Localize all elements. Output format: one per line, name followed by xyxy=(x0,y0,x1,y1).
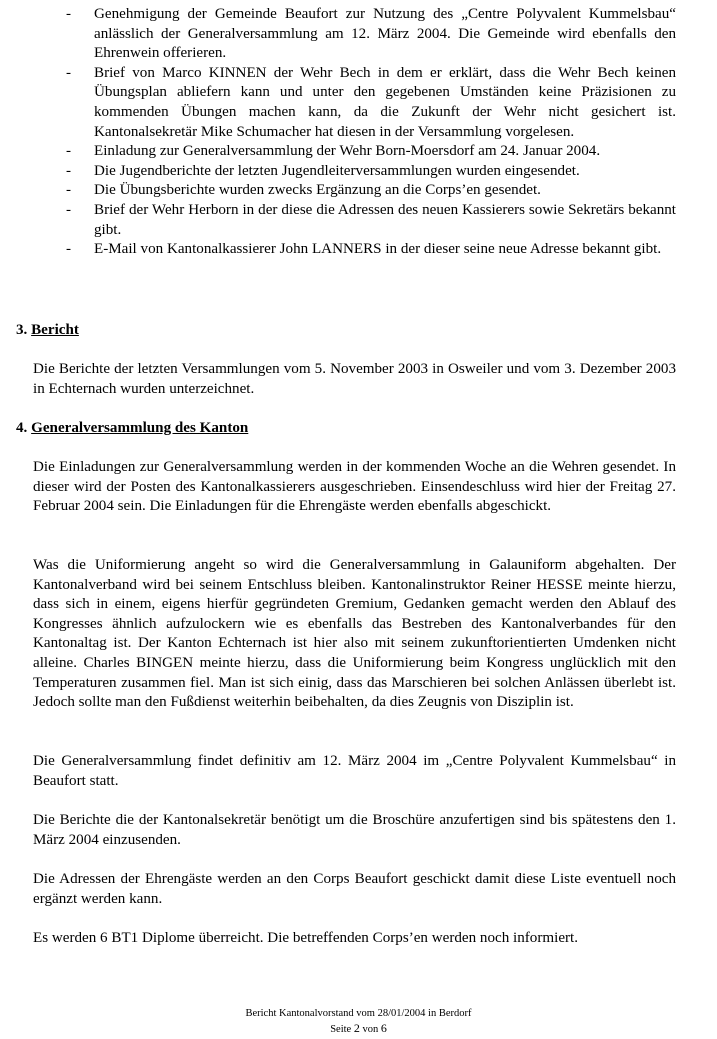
section-title: Generalversammlung des Kanton xyxy=(31,420,249,436)
list-item-text: E-Mail von Kantonalkassierer John LANNERS in der dieser seine neue Adresse bekannt gibt. xyxy=(94,241,662,258)
page-total: 6 xyxy=(380,1021,387,1035)
list-item xyxy=(66,181,676,201)
paragraph: Es werden 6 BT1 Diplome überreicht. Die betreffenden Corps’en werden noch informiert. xyxy=(33,930,579,946)
list-dash: - xyxy=(66,182,72,199)
paragraph: Die Einladungen zur Generalversammlung werden in der kommenden Woche an die Wehren gesendet. In dieser wird der Posten des Kantonalkassierers ausgeschrieben. Einsendeschluss wird hier der Freitag 27. Februar 2004 sein. Die Einladungen für die Ehrengäste werden ebenfalls abgeschickt. xyxy=(33,459,676,515)
list-item-text: Brief der Wehr Herborn in der diese die Adressen des neuen Kassierers sowie Sekretärs bekannt gibt. xyxy=(94,201,676,238)
list-item xyxy=(66,201,676,240)
list-item-text: Die Übungsberichte wurden zwecks Ergänzung an die Corps’en gesendet. xyxy=(94,182,541,199)
list-dash: - xyxy=(66,241,72,258)
list-item xyxy=(66,240,676,260)
page-current: 2 xyxy=(353,1021,360,1035)
list-item xyxy=(66,162,676,182)
list-item-text: Genehmigung der Gemeinde Beaufort zur Nutzung des „Centre Polyvalent Kummelsbau“ anlässlich der Generalversammlung am 12. März 2004. Die Gemeinde wird ebenfalls den Ehrenwein offerieren. xyxy=(94,6,676,62)
list-dash: - xyxy=(66,143,72,160)
list-item-text: Die Jugendberichte der letzten Jugendleiterversammlungen wurden eingesendet. xyxy=(94,162,580,179)
list-item xyxy=(66,64,676,142)
paragraph: Die Berichte der letzten Versammlungen vom 5. November 2003 in Osweiler und vom 3. Dezember 2003 in Echternach wurden unterzeichnet. xyxy=(33,361,676,397)
section-title: Bericht xyxy=(31,322,79,338)
list-item xyxy=(66,142,676,162)
page-separator: von xyxy=(362,1024,379,1035)
footer-page-number xyxy=(0,1021,717,1037)
section-heading-generalversammlung xyxy=(16,419,248,439)
page-label: Seite xyxy=(330,1024,352,1035)
paragraph: Die Berichte die der Kantonalsekretär benötigt um die Broschüre anzufertigen sind bis spätestens den 1. März 2004 einzusenden. xyxy=(33,812,676,848)
section-number: 3. xyxy=(16,322,28,338)
section-number: 4. xyxy=(16,420,28,436)
paragraph: Was die Uniformierung angeht so wird die Generalversammlung in Galauniform abgehalten. Der Kantonalverband wird bei seinem Entschluss bleiben. Kantonalinstruktor Reiner HESSE meinte hierzu, dass sich in einem, eigens hierfür gegründeten Gremium, Gedanken gemacht werden den Ablauf des Kongresses ähnlich aufzulockern wie es ebenfalls das Bestreben des Kantonalverbandes für den Kantonaltag ist. Der Kanton Echternach ist hier also mit seinem zukunftorientierten Umdenken nicht alleine. Charles BINGEN meinte hierzu, dass die Uniformierung beim Kongress unglücklich mit den Temperaturen zusammen fiel. Man ist sich einig, dass das Marschieren bei solchen Anlässen überlebt ist. Jedoch sollte man den Fußdienst weiterhin beibehalten, da dies Zeugnis von Disziplin ist. xyxy=(33,557,676,711)
list-dash: - xyxy=(66,201,72,218)
section-heading-bericht xyxy=(16,321,79,341)
paragraph: Die Generalversammlung findet definitiv am 12. März 2004 im „Centre Polyvalent Kummelsbau“ in Beaufort statt. xyxy=(33,753,676,789)
list-item-text: Einladung zur Generalversammlung der Wehr Born-Moersdorf am 24. Januar 2004. xyxy=(94,143,601,160)
list-item xyxy=(66,5,676,64)
list-dash: - xyxy=(66,6,72,22)
paragraph: Die Adressen der Ehrengäste werden an den Corps Beaufort geschickt damit diese Liste eventuell noch ergänzt werden kann. xyxy=(33,871,676,907)
correspondence-list xyxy=(66,5,676,260)
list-dash: - xyxy=(66,64,72,81)
footer-report-title: Bericht Kantonalvorstand vom 28/01/2004 in Berdorf xyxy=(245,1008,472,1019)
list-dash: - xyxy=(66,162,72,179)
list-item-text: Brief von Marco KINNEN der Wehr Bech in dem er erklärt, dass die Wehr Bech keinen Übungsplan abliefern kann und unter den gegebenen Umständen keine Präzisionen zu kommenden Übungen machen kann, da die Zukunft der Wehr nicht gesichert ist. Kantonalsekretär Mike Schumacher hat diesen in der Versammlung vorgelesen. xyxy=(94,64,676,140)
